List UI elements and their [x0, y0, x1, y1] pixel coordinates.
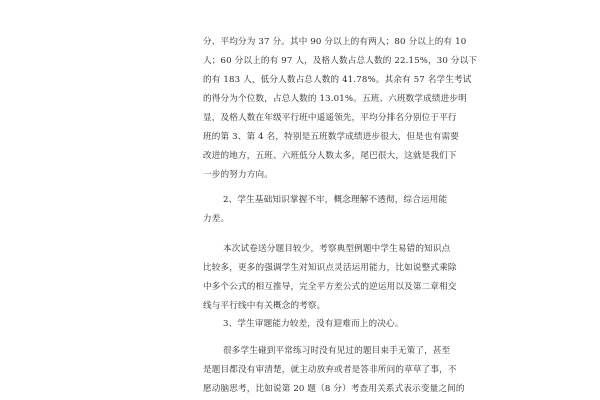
paragraph-line: 愿动脑思考，比如说第 20 题（8 分）考查用关系式表示变量之间的 — [203, 384, 465, 394]
paragraph-line: 人；60 分以上的有 97 人，及格人数占总人数的 22.15%，30 分以下 — [203, 56, 478, 66]
paragraph-line: 显，及格人数在年级平行班中遥遥领先，平均分排名分别位于平行 — [203, 113, 457, 123]
heading-line: 3、学生审题能力较差，没有迎难而上的决心。 — [223, 319, 404, 329]
heading-line: 力差。 — [203, 214, 230, 224]
paragraph-line: 本次试卷送分题目较少，考察典型例题中学生易错的知识点 — [223, 244, 451, 254]
paragraph-line: 很多学生碰到平常练习时没有见过的题目束手无策了，甚至 — [223, 346, 451, 356]
paragraph-line: 是题目都没有审清楚，就主动放弃或者是答非所问的草草了事，不 — [203, 365, 457, 375]
paragraph-line: 比较多，更多的强调学生对知识点灵活运用能力，比如说整式乘除 — [203, 263, 457, 273]
paragraph-line: 线与平行线中有关概念的考察。 — [203, 301, 326, 311]
paragraph-line: 一步的努力方向。 — [203, 170, 273, 180]
paragraph-line: 分、平均分为 37 分。其中 90 分以上的有两人；80 分以上的有 10 — [203, 37, 467, 47]
heading-line: 2、学生基础知识掌握不牢，概念理解不透彻，综合运用能 — [223, 195, 448, 205]
paragraph-line: 班的第 3、第 4 名，特别是五班数学成绩进步很大，但是也有需要 — [203, 132, 459, 142]
paragraph-line: 的有 183 人，低分人数占总人数的 41.78%。其余有 57 名学生考试 — [203, 75, 472, 85]
paragraph-line: 中多个公式的相互推导，完全平方差公式的逆运用以及第二章相交 — [203, 282, 457, 292]
paragraph-line: 改进的地方，五班、六班低分人数太多，尾巴很大，这就是我们下 — [203, 151, 457, 161]
paragraph-line: 的得分为个位数，占总人数的 13.01%。五班、六班数学成绩进步明 — [203, 94, 467, 104]
